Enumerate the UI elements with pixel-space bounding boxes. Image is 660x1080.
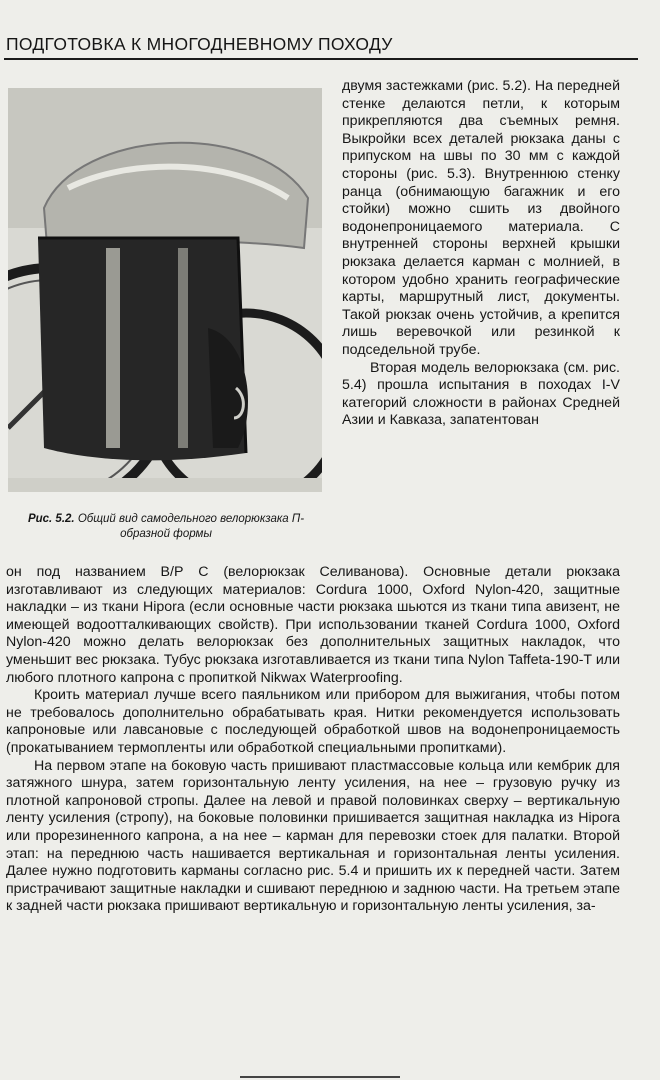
- figure-caption-text: Общий вид самодельного велорюкзака П-образной формы: [77, 513, 305, 540]
- right-column: [342, 78, 620, 430]
- paragraph-2-continued: он под названием В/Р С (велорюкзак Селиванова). Основные детали рюкзака изготавливают из следующих материалов: Cordura 1000, Oxford Nylon-420, защитные накладки – из ткани Hipora (если основные части рюкзака шьются из ткани типа авизент, не имеющей водоотталкивающих свойств). При использовании тканей Cordura 1000, Oxford Nylon-420 можно делать велорюкзак без дополнительных защитных накладок, что уменьшит вес рюкзака. Тубус рюкзака изготавливается из ткани типа Nylon Taffeta-190-T или любого плотного капрона с пропиткой Nikwax Waterproofing.: [6, 564, 620, 686]
- paragraph-1: двумя застежками (рис. 5.2). На передней стенке делаются петли, к которым прикрепляются два съемных ремня. Выкройки всех деталей рюкзака даны с припуском на швы по 30 мм с каждой стороны (рис. 5.3). Внутреннюю стенку ранца (обнимающую багажник и его стойки) можно сшить из двойного водонепроницаемого материала. С внутренней стороны верхней крышки рюкзака делается карман с молнией, в котором удобно хранить географические карты, маршрутный лист, документы. Такой рюкзак очень устойчив, а крепится лишь веревочкой или резинкой к подседельной трубе.: [342, 78, 620, 358]
- paragraph-4: На первом этапе на боковую часть пришивают пластмассовые кольца или кембрик для затяжного шнура, затем горизонтальную ленту усиления, на нее – грузовую ручку из плотной капроновой стропы. Далее на левой и правой половинках сверху – вертикальную ленту усиления (стропу), на боковые половинки пришивается защитная накладка из Hipora или прорезиненного капрона, а на нее – карман для перевозки стоек для палатки. Второй этап: на переднюю часть нашивается вертикальная и горизонтальная ленты усиления. Далее нужно подготовить карманы согласно рис. 5.4 и пришить их к передней части. Затем пристрачивают защитные накладки и сшивают переднюю и заднюю части. На третьем этапе к задней части рюкзака пришивают вертикальную и горизонтальную ленты усиления, за-: [6, 757, 620, 915]
- figure-caption: [14, 512, 318, 542]
- backpack-photo-icon: [8, 88, 322, 492]
- paragraph-2-start: Вторая модель велорюкзака (см. рис. 5.4) прошла испытания в походах I-V категорий сложности в районах Средней Азии и Кавказа, запатентован: [342, 359, 620, 429]
- paragraph-3: Кроить материал лучше всего паяльником или прибором для выжигания, чтобы потом не требовалось дополнительно обрабатывать края. Нитки рекомендуется использовать капроновые или лавсановые с последующей обработкой швов на водонепроницаемость (прокатыванием термопленты или обработкой специальными пропитками).: [6, 687, 620, 756]
- full-width-text: [6, 564, 620, 916]
- footer-rule: [240, 1076, 400, 1078]
- header-rule: [4, 58, 638, 60]
- figure-label: Рис. 5.2.: [27, 513, 75, 525]
- running-header: ПОДГОТОВКА К МНОГОДНЕВНОМУ ПОХОДУ: [6, 34, 393, 54]
- figure-photo: [8, 88, 322, 492]
